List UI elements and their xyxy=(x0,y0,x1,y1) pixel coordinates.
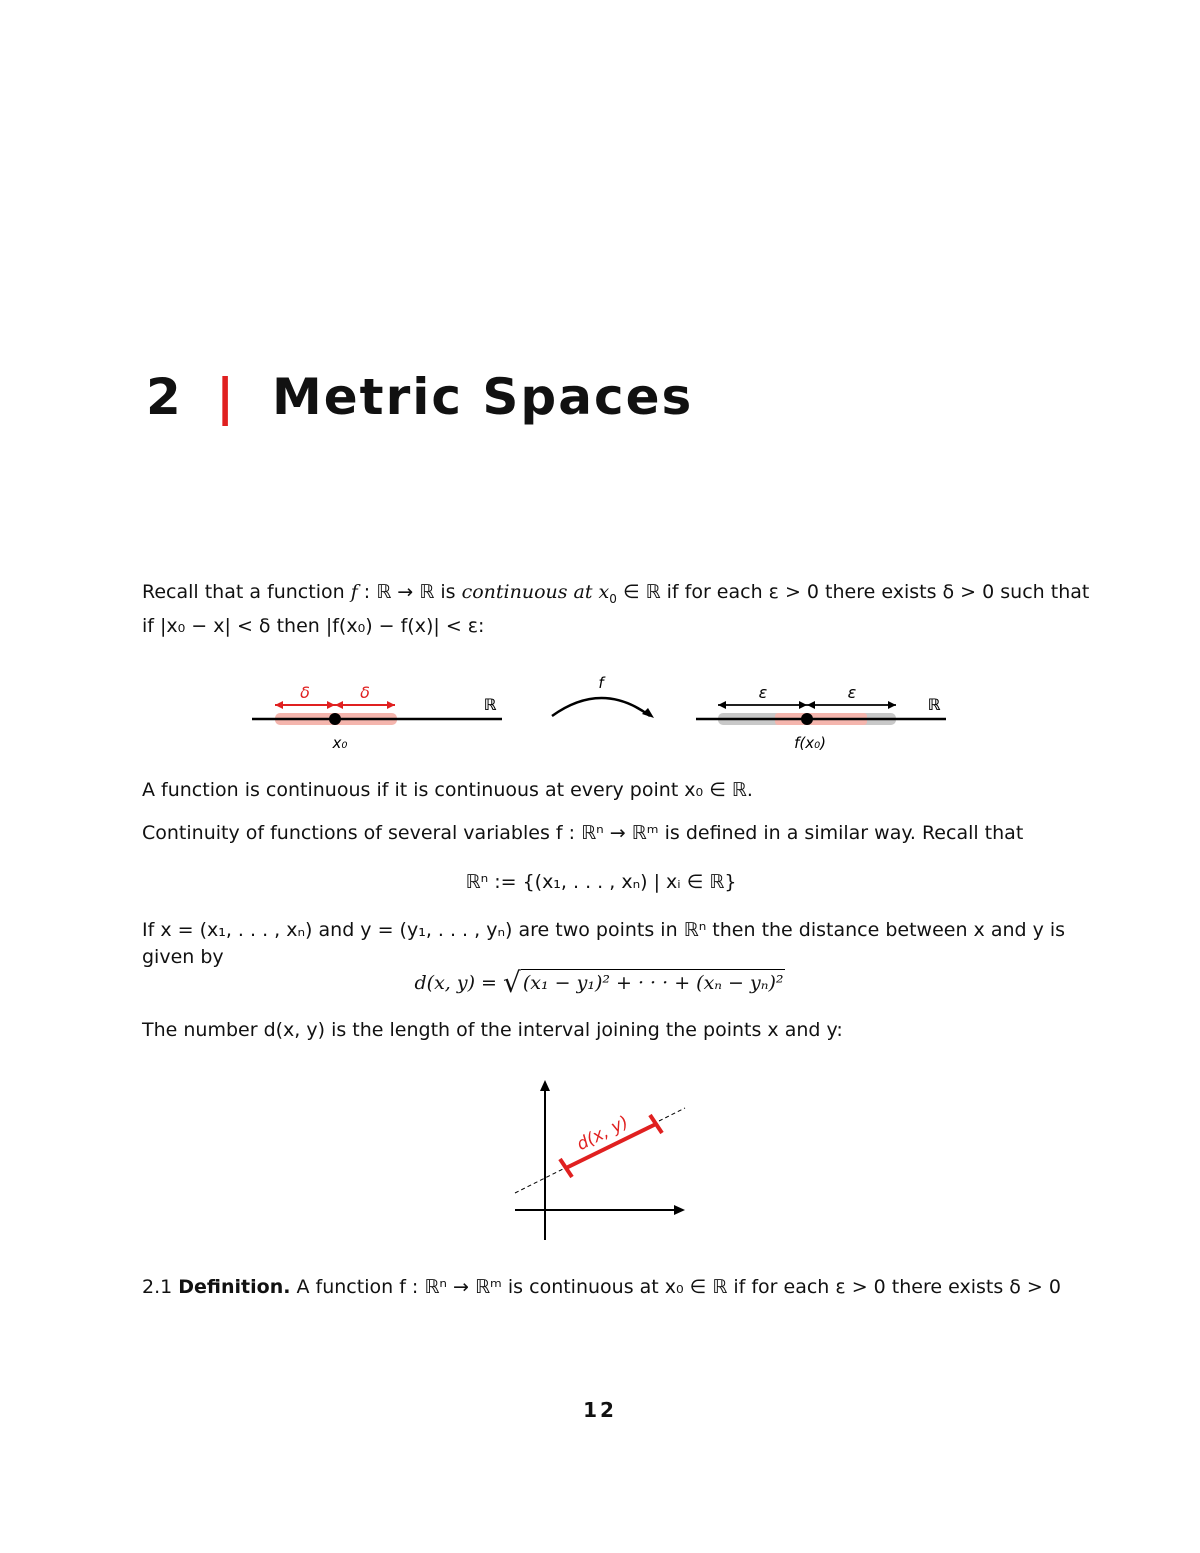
intro-line-2: if |x₀ − x| < δ then |f(x₀) − f(x)| < ε: xyxy=(142,614,485,637)
delta-arrowhead xyxy=(327,701,335,709)
epsilon-label-left: ε xyxy=(758,683,768,702)
delta-label-left: δ xyxy=(300,683,310,702)
delta-arrowhead xyxy=(275,701,283,709)
definition-label: Definition. xyxy=(178,1276,291,1298)
x0-label: x₀ xyxy=(332,734,348,752)
x0-point xyxy=(329,713,341,725)
y-axis-arrowhead xyxy=(540,1080,550,1091)
intro-continuous-term: continuous at x xyxy=(461,581,610,603)
definition-2-1 xyxy=(142,1274,1060,1301)
rn-definition-equation: ℝⁿ := {(x₁, . . . , xₙ) | xᵢ ∈ ℝ} xyxy=(465,871,737,893)
definition-number: 2.1 xyxy=(142,1276,173,1298)
several-variables-text: Continuity of functions of several variables f : ℝⁿ → ℝᵐ is defined in a similar way. Recall that xyxy=(142,822,1024,844)
epsilon-arrowhead xyxy=(718,701,726,709)
distance-intro-paragraph xyxy=(142,917,1066,971)
x-axis-arrowhead xyxy=(674,1205,685,1215)
epsilon-arrowhead xyxy=(807,701,815,709)
fx0-point xyxy=(801,713,813,725)
map-arrow xyxy=(552,698,650,716)
intro-text-a: Recall that a function xyxy=(142,581,351,603)
chapter-separator: | xyxy=(216,368,237,426)
distance-formula xyxy=(0,966,1200,999)
definition-text: A function f : ℝⁿ → ℝᵐ is continuous at x₀ ∈ ℝ if for each ε > 0 there exists δ > 0 xyxy=(296,1276,1061,1298)
distance-label: d(x, y) xyxy=(573,1112,632,1155)
delta-arrowhead xyxy=(335,701,343,709)
intro-f: f xyxy=(350,581,358,603)
epsilon-arrowhead xyxy=(888,701,896,709)
epsilon-arrowhead xyxy=(799,701,807,709)
delta-label-right: δ xyxy=(360,683,370,702)
map-arrowhead xyxy=(642,708,654,718)
chapter-heading xyxy=(146,368,693,426)
distance-formula-lhs: d(x, y) = xyxy=(414,972,504,994)
intro-text-c: ∈ ℝ if for each ε > 0 there exists δ > 0 such that xyxy=(616,581,1090,603)
epsilon-label-right: ε xyxy=(847,683,857,702)
page-number: 12 xyxy=(583,1398,617,1422)
fx0-label: f(x₀) xyxy=(794,734,826,752)
chapter-title: Metric Spaces xyxy=(272,368,694,426)
distance-intro-line-1: If x = (x₁, . . . , xₙ) and y = (y₁, . . . , yₙ) are two points in ℝⁿ then the distance between x and y is xyxy=(142,919,1066,941)
intro-paragraph: Recall that a function f : ℝ → ℝ is continuous at $x_0$ ∈ ℝ if for each ε > 0 there exists δ > 0 such that if |x₀ − x| < δ then |f(x₀) − f(x)| < ε: xyxy=(142,579,1060,640)
distance-figure xyxy=(500,1075,700,1250)
distance-meaning-text: The number d(x, y) is the length of the interval joining the points x and y: xyxy=(142,1019,843,1041)
continuous-definition-text: A function is continuous if it is continuous at every point x₀ ∈ ℝ. xyxy=(142,779,753,801)
continuity-figure xyxy=(240,668,960,758)
sqrt-icon: √ xyxy=(503,966,521,999)
delta-arrowhead xyxy=(387,701,395,709)
right-axis-label: ℝ xyxy=(927,695,941,714)
distance-formula-radicand: (x₁ − y₁)² + · · · + (xₙ − yₙ)² xyxy=(521,969,786,994)
distance-intro-line-2: given by xyxy=(142,946,224,968)
map-label: f xyxy=(598,674,604,692)
chapter-number: 2 xyxy=(146,368,183,426)
left-axis-label: ℝ xyxy=(483,695,497,714)
intro-text-b: : ℝ → ℝ is xyxy=(357,581,462,603)
